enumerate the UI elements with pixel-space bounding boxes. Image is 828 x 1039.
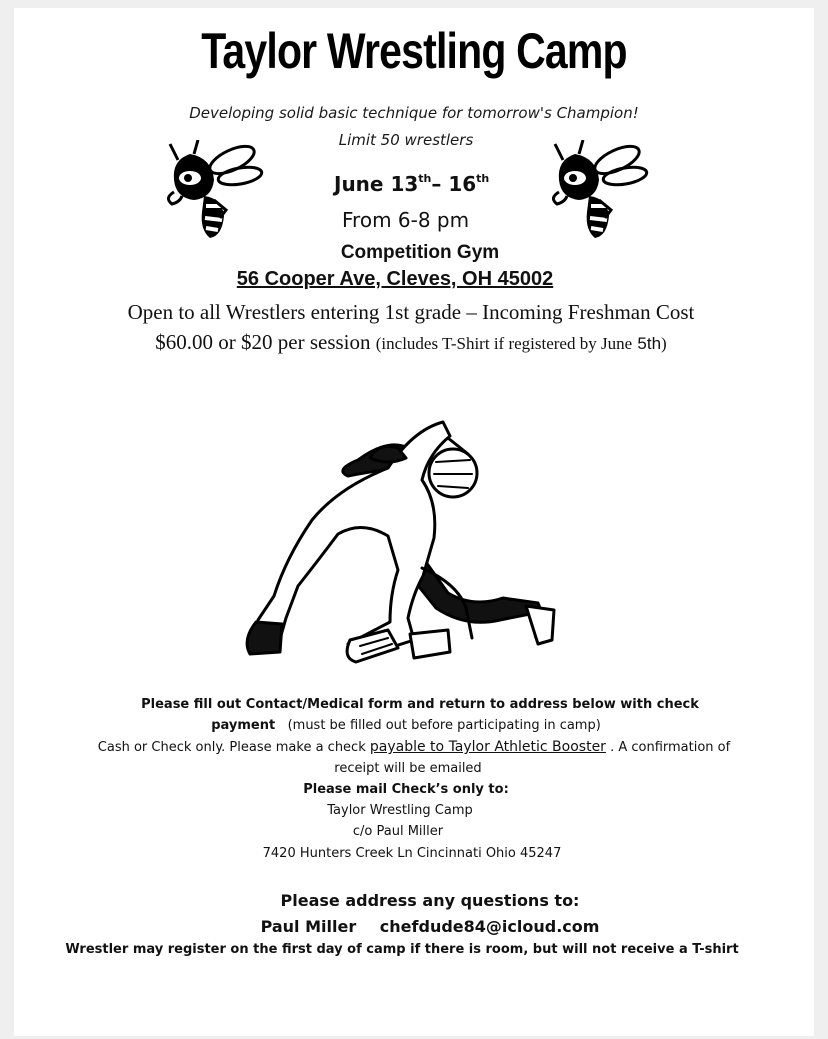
camp-time: From 6-8 pm [342, 208, 470, 232]
page-title: Taylor Wrestling Camp [201, 23, 627, 79]
tagline: Developing solid basic technique for tomorrow's Champion! [189, 104, 639, 122]
mail-co: c/o Paul Miller [352, 824, 444, 839]
instructions-text-3b: . A confirmation of [610, 740, 731, 755]
mail-name: Taylor Wrestling Camp [327, 803, 473, 818]
instructions-text-2: (must be filled out before participating in camp) [287, 718, 601, 733]
mail-address: 7420 Hunters Creek Ln Cincinnati Ohio 45247 [262, 846, 562, 861]
eligibility-line: Open to all Wrestlers entering 1st grade – Incoming Freshman Cost [127, 300, 695, 324]
instructions-text-1: Please fill out Contact/Medical form and return to address below with check [141, 697, 699, 712]
instructions-line-4: receipt will be emailed [334, 761, 482, 776]
contact-email[interactable]: chefdude84@icloud.com [379, 917, 600, 936]
instructions-line-3 [0, 737, 828, 758]
date-end: – 16 [431, 172, 477, 196]
cost-line [0, 330, 822, 355]
limit-text: Limit 50 wrestlers [338, 131, 474, 149]
cost-note-date: 5th [637, 334, 662, 353]
date-start-suffix: th [418, 172, 432, 185]
yellow-jacket-bee-icon [160, 140, 270, 240]
instructions-text-3: Cash or Check only. Please make a check [97, 740, 366, 755]
payable-to-link[interactable]: payable to Taylor Athletic Booster [369, 739, 606, 755]
wrestlers-illustration [238, 408, 558, 683]
yellow-jacket-bee-icon [545, 140, 655, 240]
cost-note: (includes T-Shirt if registered by June [375, 334, 633, 353]
instructions-line-2 [0, 715, 820, 736]
venue-address: 56 Cooper Ave, Cleves, OH 45002 [236, 268, 554, 290]
date-end-suffix: th [476, 172, 490, 185]
cost-note-close: ) [661, 334, 667, 353]
mail-heading: Please mail Check’s only to: [303, 782, 509, 797]
footer-note: Wrestler may register on the first day of camp if there is room, but will not receive a T-shirt [65, 942, 739, 957]
questions-heading: Please address any questions to: [280, 891, 580, 910]
venue-name: Competition Gym [340, 242, 500, 263]
contact-name: Paul Miller [260, 917, 357, 936]
date-start: June 13 [334, 172, 419, 196]
camp-dates [334, 172, 489, 196]
cost-main: $60.00 or $20 per session [155, 330, 371, 354]
instructions-line-1 [6, 694, 828, 715]
questions-block [0, 888, 828, 940]
contact-line [0, 914, 828, 940]
payment-label: payment [211, 718, 276, 733]
